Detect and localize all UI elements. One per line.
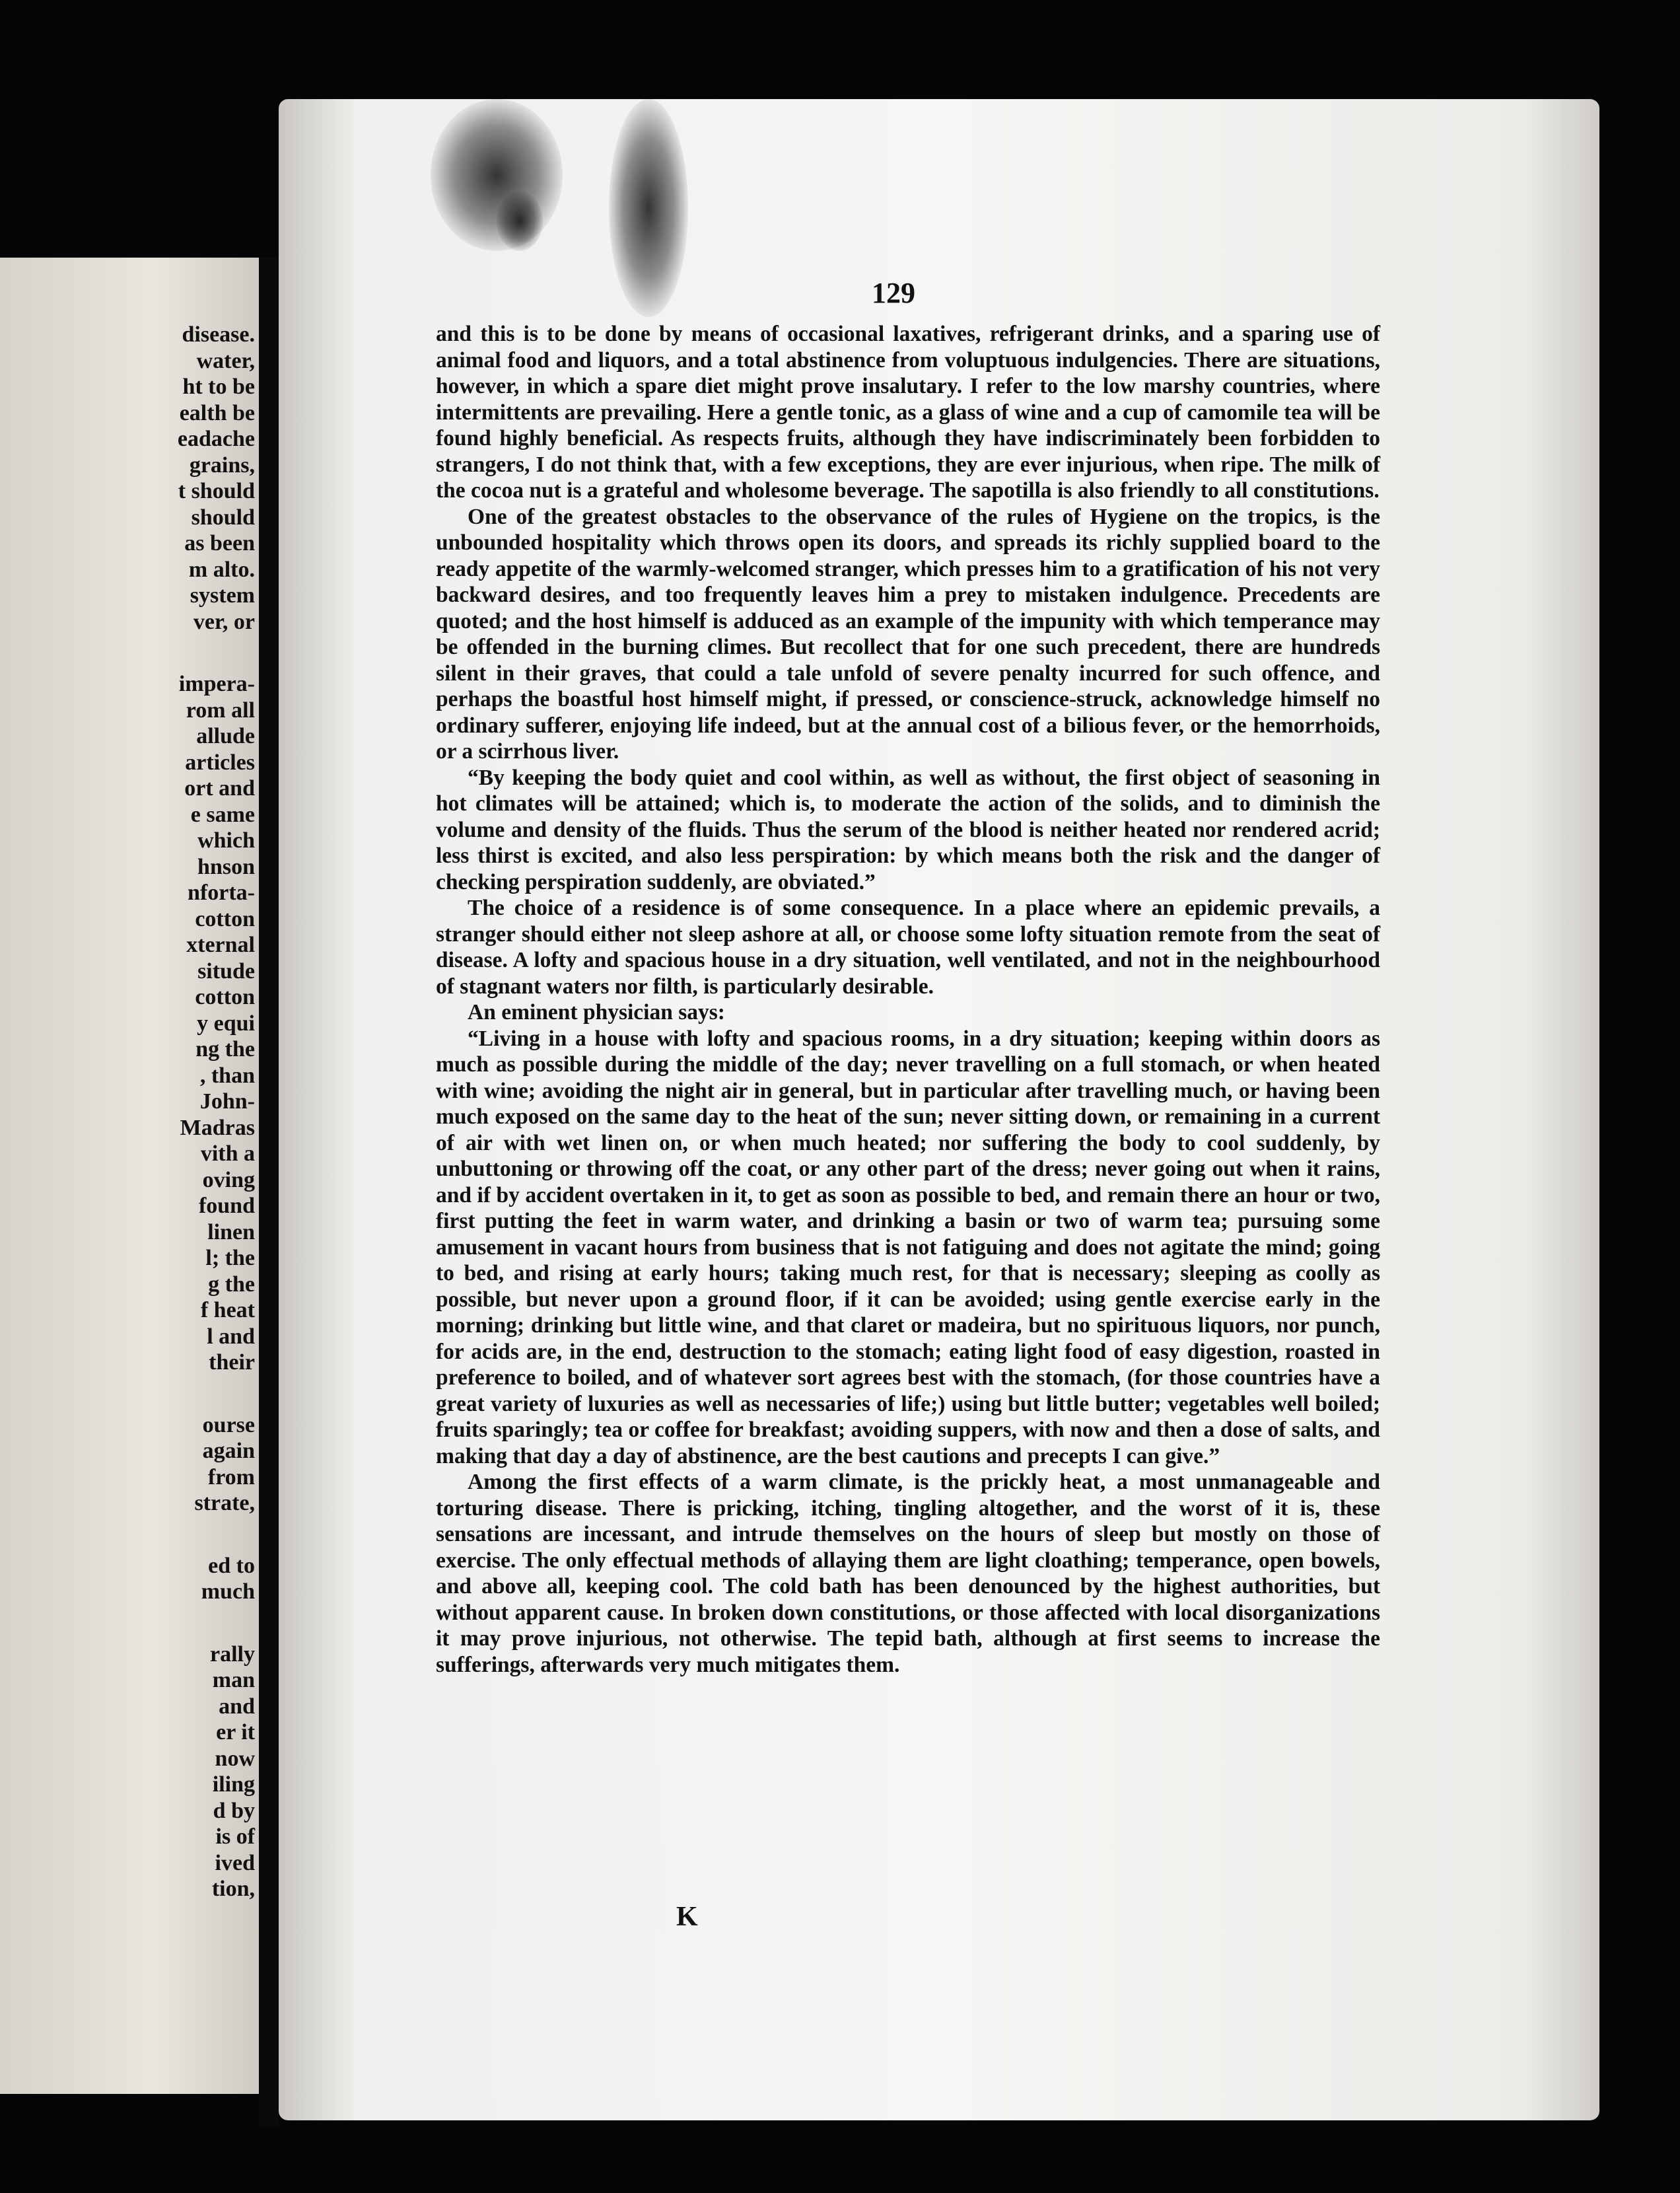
previous-page-line: l and — [207, 1324, 255, 1349]
previous-page-line: water, — [196, 348, 255, 373]
previous-page-line: man — [212, 1668, 255, 1692]
previous-page-line: eadache — [177, 427, 255, 451]
previous-page-line: f heat — [200, 1298, 255, 1322]
previous-page-line: now — [215, 1746, 255, 1771]
previous-page-line: oving — [202, 1167, 255, 1192]
previous-page-line: linen — [207, 1219, 255, 1244]
previous-page-line: cotton — [195, 985, 255, 1009]
previous-page-line: t should — [178, 479, 255, 503]
previous-page-line: ived — [215, 1850, 255, 1875]
previous-page-line: l; the — [205, 1246, 255, 1270]
page-number: 129 — [872, 277, 915, 309]
previous-page — [0, 258, 259, 2094]
previous-page-line: disease. — [182, 322, 255, 347]
previous-page-line: again — [202, 1439, 255, 1463]
previous-page-line: ng the — [195, 1037, 255, 1061]
previous-page-line: ht to be — [182, 375, 255, 399]
previous-page-line: strate, — [194, 1491, 255, 1515]
previous-page-line: iling — [212, 1772, 255, 1797]
previous-page-line: nforta- — [188, 881, 255, 905]
previous-page-line: e same — [190, 802, 255, 827]
previous-page-line: and — [219, 1694, 255, 1719]
previous-page-line: from — [207, 1464, 255, 1490]
previous-page-line: g the — [208, 1272, 255, 1297]
previous-page-line: xternal — [186, 933, 255, 957]
book-gutter — [259, 258, 279, 2127]
previous-page-line: cotton — [195, 906, 255, 931]
previous-page-line: their — [209, 1350, 255, 1375]
previous-page-line: , than — [199, 1063, 255, 1088]
paragraph: “By keeping the body quiet and cool within, as well as without, the first object of seasoning in hot climates will be attained; which is, to moderate the action of the solids, and to diminish the volume and density of the fluids. Thus the serum of the blood is neither heated nor rendered acrid; less thirst is excited, and also less perspiration: by which means both the risk and the danger of checking perspiration suddenly, are obviated.” — [436, 765, 1380, 894]
previous-page-line: d by — [213, 1798, 255, 1823]
paragraph: One of the greatest obstacles to the observance of the rules of Hygiene on the tropics, is the unbounded hospitality which throws open its doors, and spreads its richly supplied board to the ready appetite of the warmly-welcomed stranger, which presses him to a gratification of his not very backward desires, and too frequently leaves him a prey to mistaken indulgence. Precedents are quoted; and the host himself is adduced as an example of the impunity with which temperance may be offended in the burning climes. But recollect that for one such precedent, there are hundreds silent in their graves, that could a tale unfold of severe penalty incurred for such offence, and perhaps the boastful host himself might, if pressed, or conscience-struck, acknowledge himself no ordinary sufferer, enjoying life indeed, but at the annual cost of a bilious fever, or the hemorrhoids, or a scirrhous liver. — [436, 504, 1380, 764]
previous-page-line: er it — [216, 1720, 255, 1744]
previous-page-line: system — [190, 583, 255, 608]
previous-page-line: ed to — [208, 1553, 255, 1578]
previous-page-line: tion, — [211, 1877, 255, 1901]
ink-smudge — [609, 99, 688, 317]
previous-page-line: as been — [184, 531, 255, 556]
paragraph: The choice of a residence is of some consequence. In a place where an epidemic prevails, a stranger should either not sleep ashore at all, or choose some lofty situation remote from the seat of disease. A lofty and spacious house in a dry situation, well ventilated, and not in the neighbourhood of stagnant waters nor filth, is particularly desirable. — [436, 896, 1380, 999]
paragraph: An eminent physician says: — [468, 1000, 725, 1025]
previous-page-line: found — [198, 1194, 255, 1218]
paragraph: and this is to be done by means of occasional laxatives, refrigerant drinks, and a sparing use of animal food and liquors, and a total abstinence from voluptuous indulgencies. There are situations, however, in which a spare diet might prove insalutary. I refer to the low marshy countries, where intermittents are prevailing. Here a gentle tonic, as a glass of wine and a cup of camomile tea will be found highly beneficial. As respects fruits, although they have indiscriminately been forbidden to strangers, I do not think that, with a few exceptions, they are ever injurious, when ripe. The milk of the cocoa nut is a grateful and wholesome beverage. The sapotilla is also friendly to all constitutions. — [436, 322, 1380, 503]
paragraph: Among the first effects of a warm climate, is the prickly heat, a most unmanageable and torturing disease. There is pricking, itching, tingling altogether, and the worst of it is, these sensations are incessant, and intrude themselves on the hours of sleep but mostly on those of exercise. The only effectual methods of allaying them are light cloathing; temperance, open bowels, and above all, keeping cool. The cold bath has been denounced by the highest authorities, but without apparent cause. In broken down constitutions, or those affected with local disorganizations it may prove injurious, not otherwise. The tepid bath, although at first seems to increase the sufferings, afterwards very much mitigates them. — [436, 1470, 1380, 1677]
previous-page-line: rom all — [186, 698, 255, 723]
previous-page-line: which — [197, 828, 255, 853]
previous-page-line: much — [201, 1579, 255, 1604]
previous-page-line: hnson — [197, 854, 255, 879]
previous-page-line: ver, or — [193, 609, 255, 634]
paragraph: “Living in a house with lofty and spacious rooms, in a dry situation; keeping within doors as much as possible during the middle of the day; never travelling on a full stomach, or when heated with wine; avoiding the night air in general, but in particular after travelling much, or having been much exposed on the same day to the heat of the sun; never sitting down, or remaining in a current of air with wet linen on, or when much heated; nor suffering the body to cool suddenly, by unbuttoning or throwing off the coat, or any other part of the dress; never going out when it rains, and if by accident overtaken in it, to get as soon as possible to bed, and remain there an hour or two, first putting the feet in warm water, and drinking a basin or two of warm tea; pursuing some amusement in vacant hours from business that is not fatiguing and does not agitate the mind; going to bed, and rising at early hours; taking much rest, for that is necessary; sleeping as coolly as possible, but never upon a ground floor, if it can be avoided; using gentle exercise early in the morning; drinking but little wine, and that claret or madeira, but no spirituous liquors, nor punch, for acids are, in the end, destruction to the stomach; eating light food of easy digestion, roasted in preference to boiled, and of whatever sort agrees best with the stomach, (for those countries have a great variety of luxuries as well as necessaries of life;) using but little butter; vegetables well boiled; fruits sparingly; tea or coffee for breakfast; avoiding suppers, with now and then a dose of salts, and making that day a day of abstinence, are the best cautions and precepts I can give.” — [436, 1026, 1380, 1468]
previous-page-line: grains, — [189, 452, 255, 478]
previous-page-line: impera- — [178, 672, 255, 696]
previous-page-line: ort and — [184, 776, 255, 801]
previous-page-line: should — [191, 505, 255, 530]
previous-page-line: y equi — [197, 1011, 255, 1036]
previous-page-line: ourse — [202, 1412, 255, 1437]
ink-smudge — [497, 192, 543, 251]
previous-page-line: m alto. — [188, 557, 255, 582]
previous-page-line: situde — [197, 958, 255, 984]
body-text — [436, 321, 1380, 1678]
signature-mark: K — [676, 1902, 698, 1932]
previous-page-line: ealth be — [179, 400, 255, 425]
previous-page-line: rally — [210, 1641, 255, 1667]
previous-page-line: is of — [215, 1824, 255, 1849]
previous-page-line: articles — [185, 750, 255, 775]
previous-page-line: vith a — [200, 1141, 255, 1166]
previous-page-line: John- — [199, 1089, 255, 1114]
previous-page-line: allude — [196, 724, 255, 748]
previous-page-line: Madras — [180, 1115, 255, 1140]
